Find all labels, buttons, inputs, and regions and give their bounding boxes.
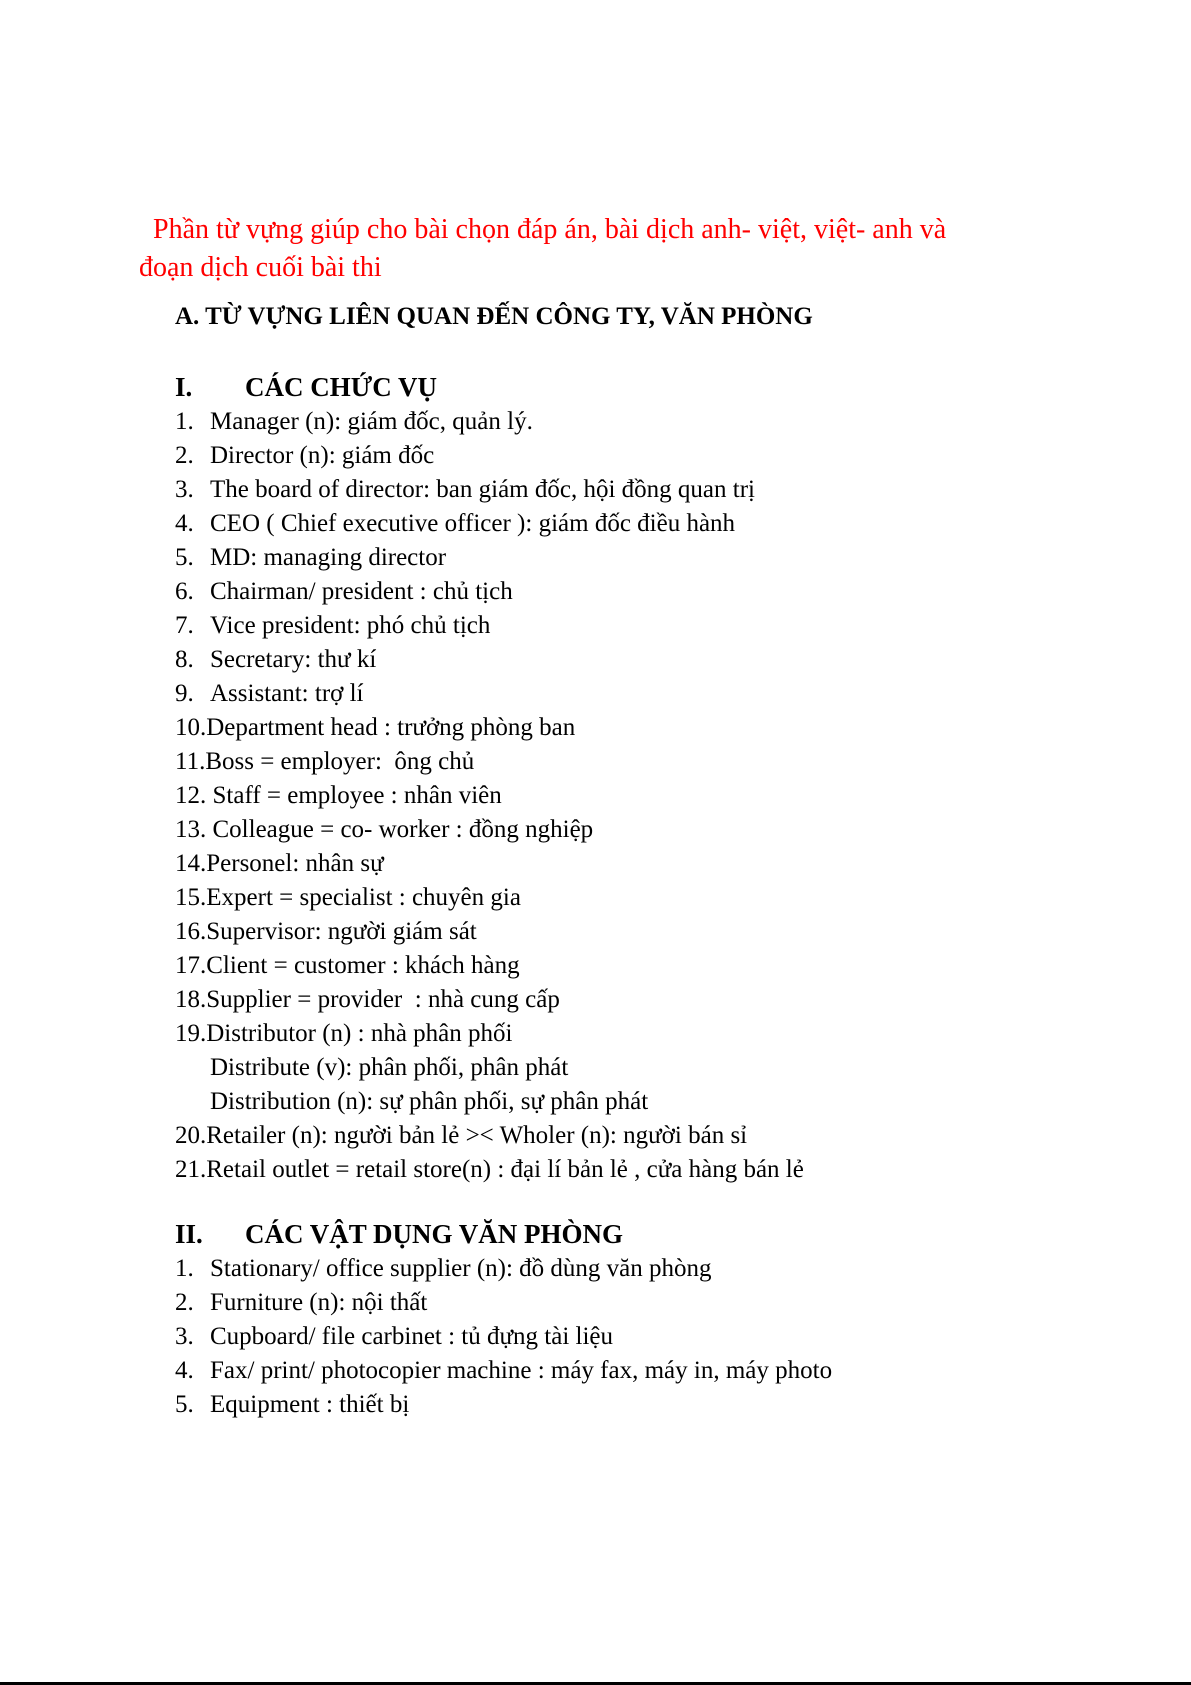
list-item — [175, 1388, 832, 1422]
list-item — [175, 1017, 804, 1051]
list-item — [175, 847, 804, 881]
list-item-text: Chairman/ president : chủ tịch — [210, 578, 513, 605]
section-a-heading: A. TỪ VỰNG LIÊN QUAN ĐẾN CÔNG TY, VĂN PHÒNG — [175, 303, 813, 330]
list-item-number: 7. — [175, 612, 194, 639]
part-2-heading — [175, 1219, 623, 1250]
list-item — [175, 507, 804, 541]
list-item-text: Staff = employee : nhân viên — [206, 782, 502, 809]
list-item-number: 1. — [175, 1255, 194, 1282]
list-item-number: 6. — [175, 578, 194, 605]
part-2-roman: II. — [175, 1219, 203, 1249]
part-2-title: CÁC VẬT DỤNG VĂN PHÒNG — [245, 1219, 624, 1249]
list-item-number: 9. — [175, 680, 194, 707]
list-item-text: MD: managing director — [210, 544, 447, 571]
list-item-number: 20. — [175, 1122, 207, 1149]
list-item — [175, 575, 804, 609]
list-item-text: Secretary: thư kí — [210, 646, 377, 673]
list-item — [175, 439, 804, 473]
list-item — [175, 949, 804, 983]
list-item — [175, 983, 804, 1017]
list-item-text: Stationary/ office supplier (n): đồ dùng văn phòng — [210, 1255, 712, 1282]
list-item-number: 15. — [175, 884, 207, 911]
part-2-list — [175, 1252, 832, 1422]
list-item-number: 11. — [175, 748, 206, 775]
intro-line-1: Phần từ vựng giúp cho bài chọn đáp án, bài dịch anh- việt, việt- anh và — [153, 214, 947, 245]
list-item — [175, 881, 804, 915]
list-item-text: Furniture (n): nội thất — [210, 1289, 428, 1316]
list-item — [175, 1354, 832, 1388]
list-item-text: Supplier = provider : nhà cung cấp — [206, 986, 560, 1013]
list-item-text: Distributor (n) : nhà phân phối — [206, 1020, 513, 1047]
list-item-number: 3. — [175, 1323, 194, 1350]
list-item — [175, 1252, 832, 1286]
list-item — [175, 643, 804, 677]
list-item-text: Fax/ print/ photocopier machine : máy fax, máy in, máy photo — [210, 1357, 833, 1384]
list-item-number: 19. — [175, 1020, 207, 1047]
list-item — [175, 813, 804, 847]
list-item-number: 12. — [175, 782, 207, 809]
list-item-text: Assistant: trợ lí — [210, 680, 364, 707]
list-item — [175, 405, 804, 439]
list-item-number: 14. — [175, 850, 207, 877]
list-item — [175, 1153, 804, 1187]
list-item-text: Boss = employer: ông chủ — [205, 748, 475, 775]
list-item-number: 16. — [175, 918, 207, 945]
list-item-text: Retail outlet = retail store(n) : đại lí bản lẻ , cửa hàng bán lẻ — [206, 1156, 804, 1183]
list-item-text: Distribute (v): phân phối, phân phát — [210, 1054, 569, 1081]
list-item-number: 18. — [175, 986, 207, 1013]
list-item-number: 5. — [175, 544, 194, 571]
list-item — [175, 915, 804, 949]
list-item — [175, 779, 804, 813]
list-item-text: Retailer (n): người bản lẻ >< Wholer (n): người bán sỉ — [206, 1122, 748, 1149]
list-item-text: Supervisor: người giám sát — [206, 918, 477, 945]
list-item-number: 21. — [175, 1156, 207, 1183]
list-item — [175, 1286, 832, 1320]
intro-line-2: đoạn dịch cuối bài thi — [139, 252, 382, 283]
list-item — [175, 541, 804, 575]
list-item-text: The board of director: ban giám đốc, hội đồng quan trị — [210, 476, 755, 503]
list-item — [175, 711, 804, 745]
list-item — [175, 1051, 804, 1085]
list-item — [175, 473, 804, 507]
part-1-heading — [175, 372, 437, 403]
list-item-text: Personel: nhân sự — [206, 850, 384, 877]
list-item — [175, 745, 804, 779]
list-item-number: 4. — [175, 1357, 194, 1384]
list-item-text: Cupboard/ file carbinet : tủ đựng tài liệu — [210, 1323, 614, 1350]
list-item-number: 10. — [175, 714, 207, 741]
part-1-title: CÁC CHỨC VỤ — [245, 372, 437, 402]
part-1-roman: I. — [175, 372, 193, 402]
list-item — [175, 1320, 832, 1354]
list-item-text: Department head : trưởng phòng ban — [206, 714, 576, 741]
part-1-list — [175, 405, 804, 1187]
list-item-text: Manager (n): giám đốc, quản lý. — [210, 408, 533, 435]
list-item-number: 1. — [175, 408, 194, 435]
list-item — [175, 1085, 804, 1119]
list-item-text: CEO ( Chief executive officer ): giám đốc điều hành — [210, 510, 736, 537]
list-item-text: Vice president: phó chủ tịch — [210, 612, 491, 639]
list-item-text: Expert = specialist : chuyên gia — [206, 884, 521, 911]
list-item-number: 17. — [175, 952, 207, 979]
list-item-text: Equipment : thiết bị — [210, 1391, 410, 1418]
list-item-text: Colleague = co- worker : đồng nghiệp — [206, 816, 594, 843]
list-item-number: 2. — [175, 1289, 194, 1316]
list-item — [175, 677, 804, 711]
list-item-number: 3. — [175, 476, 194, 503]
list-item-number: 2. — [175, 442, 194, 469]
intro-note — [139, 211, 1079, 287]
list-item-number: 8. — [175, 646, 194, 673]
list-item-number: 13. — [175, 816, 207, 843]
list-item-number: 5. — [175, 1391, 194, 1418]
list-item-text: Client = customer : khách hàng — [206, 952, 520, 979]
list-item — [175, 1119, 804, 1153]
list-item-text: Director (n): giám đốc — [210, 442, 435, 469]
list-item-text: Distribution (n): sự phân phối, sự phân phát — [210, 1088, 649, 1115]
list-item-number: 4. — [175, 510, 194, 537]
list-item — [175, 609, 804, 643]
